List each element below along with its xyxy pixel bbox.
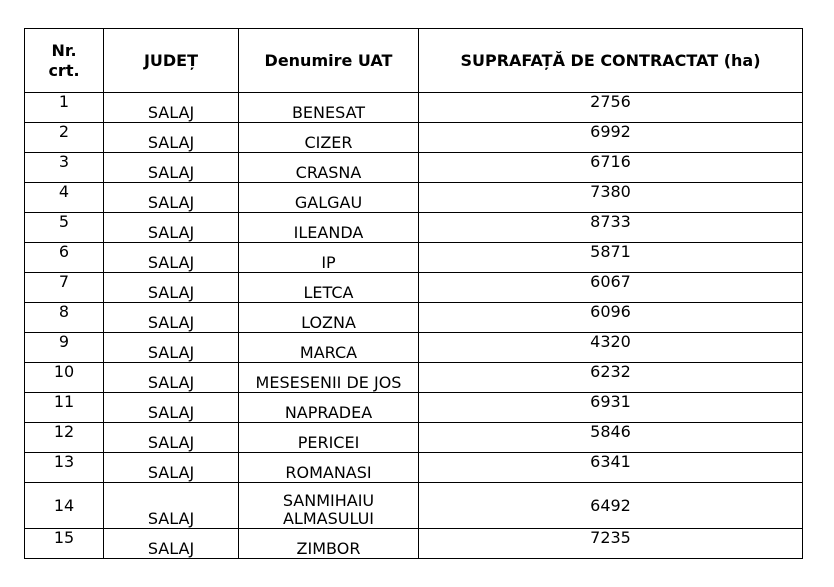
cell-suprafata: 8733 — [419, 213, 803, 243]
table-row — [25, 183, 803, 213]
table-row — [25, 243, 803, 273]
cell-nr: 4 — [25, 183, 104, 213]
header-denumire-uat: Denumire UAT — [239, 29, 419, 93]
cell-judet: SALAJ — [104, 93, 239, 123]
cell-judet: SALAJ — [104, 213, 239, 243]
cell-uat: MESESENII DE JOS — [239, 363, 419, 393]
cell-suprafata: 5846 — [419, 423, 803, 453]
cell-suprafata: 6992 — [419, 123, 803, 153]
cell-uat: CIZER — [239, 123, 419, 153]
cell-nr: 1 — [25, 93, 104, 123]
cell-suprafata: 7380 — [419, 183, 803, 213]
cell-judet: SALAJ — [104, 153, 239, 183]
cell-uat: LETCA — [239, 273, 419, 303]
cell-nr: 5 — [25, 213, 104, 243]
header-nr-line2: crt. — [48, 60, 80, 80]
cell-uat: PERICEI — [239, 423, 419, 453]
cell-uat: MARCA — [239, 333, 419, 363]
table-row — [25, 393, 803, 423]
cell-judet: SALAJ — [104, 453, 239, 483]
cell-judet: SALAJ — [104, 183, 239, 213]
cell-suprafata: 6931 — [419, 393, 803, 423]
cell-uat: LOZNA — [239, 303, 419, 333]
cell-suprafata: 6067 — [419, 273, 803, 303]
cell-suprafata: 2756 — [419, 93, 803, 123]
cell-judet: SALAJ — [104, 483, 239, 529]
table-row — [25, 453, 803, 483]
cell-suprafata: 6492 — [419, 483, 803, 529]
cell-nr: 2 — [25, 123, 104, 153]
cell-judet: SALAJ — [104, 243, 239, 273]
cell-suprafata: 6716 — [419, 153, 803, 183]
cell-uat: CRASNA — [239, 153, 419, 183]
cell-nr: 15 — [25, 529, 104, 559]
cell-uat: IP — [239, 243, 419, 273]
header-row — [25, 29, 803, 93]
cell-judet: SALAJ — [104, 529, 239, 559]
cell-suprafata: 4320 — [419, 333, 803, 363]
cell-uat: GALGAU — [239, 183, 419, 213]
cell-nr: 7 — [25, 273, 104, 303]
header-judet: JUDEȚ — [104, 29, 239, 93]
cell-uat-line2: ALMASULUI — [282, 509, 375, 528]
cell-suprafata: 6232 — [419, 363, 803, 393]
cell-judet: SALAJ — [104, 333, 239, 363]
table-row — [25, 123, 803, 153]
table-row — [25, 273, 803, 303]
table-row — [25, 363, 803, 393]
cell-uat: BENESAT — [239, 93, 419, 123]
cell-uat: ROMANASI — [239, 453, 419, 483]
cell-suprafata: 7235 — [419, 529, 803, 559]
table-row — [25, 423, 803, 453]
table-row — [25, 153, 803, 183]
cell-judet: SALAJ — [104, 363, 239, 393]
cell-uat: ILEANDA — [239, 213, 419, 243]
uat-table — [24, 28, 803, 559]
cell-nr: 8 — [25, 303, 104, 333]
cell-judet: SALAJ — [104, 393, 239, 423]
cell-nr: 9 — [25, 333, 104, 363]
cell-nr: 6 — [25, 243, 104, 273]
cell-nr: 14 — [25, 483, 104, 529]
table-row — [25, 483, 803, 529]
table-row — [25, 93, 803, 123]
cell-suprafata: 5871 — [419, 243, 803, 273]
cell-judet: SALAJ — [104, 123, 239, 153]
header-nr-line1: Nr. — [51, 40, 77, 60]
cell-judet: SALAJ — [104, 423, 239, 453]
cell-judet: SALAJ — [104, 303, 239, 333]
header-suprafata: SUPRAFAȚĂ DE CONTRACTAT (ha) — [419, 29, 803, 93]
table-row — [25, 529, 803, 559]
cell-uat: ZIMBOR — [239, 529, 419, 559]
cell-judet: SALAJ — [104, 273, 239, 303]
table-row — [25, 213, 803, 243]
cell-uat-line1: SANMIHAIU — [282, 491, 375, 510]
cell-suprafata: 6096 — [419, 303, 803, 333]
table-body — [25, 93, 803, 559]
cell-nr: 11 — [25, 393, 104, 423]
cell-uat: NAPRADEA — [239, 393, 419, 423]
cell-nr: 12 — [25, 423, 104, 453]
cell-uat — [239, 483, 419, 529]
cell-nr: 13 — [25, 453, 104, 483]
table-row — [25, 303, 803, 333]
table-header — [25, 29, 803, 93]
cell-nr: 10 — [25, 363, 104, 393]
cell-nr: 3 — [25, 153, 104, 183]
cell-suprafata: 6341 — [419, 453, 803, 483]
header-nr-crt — [25, 29, 104, 93]
table-row — [25, 333, 803, 363]
